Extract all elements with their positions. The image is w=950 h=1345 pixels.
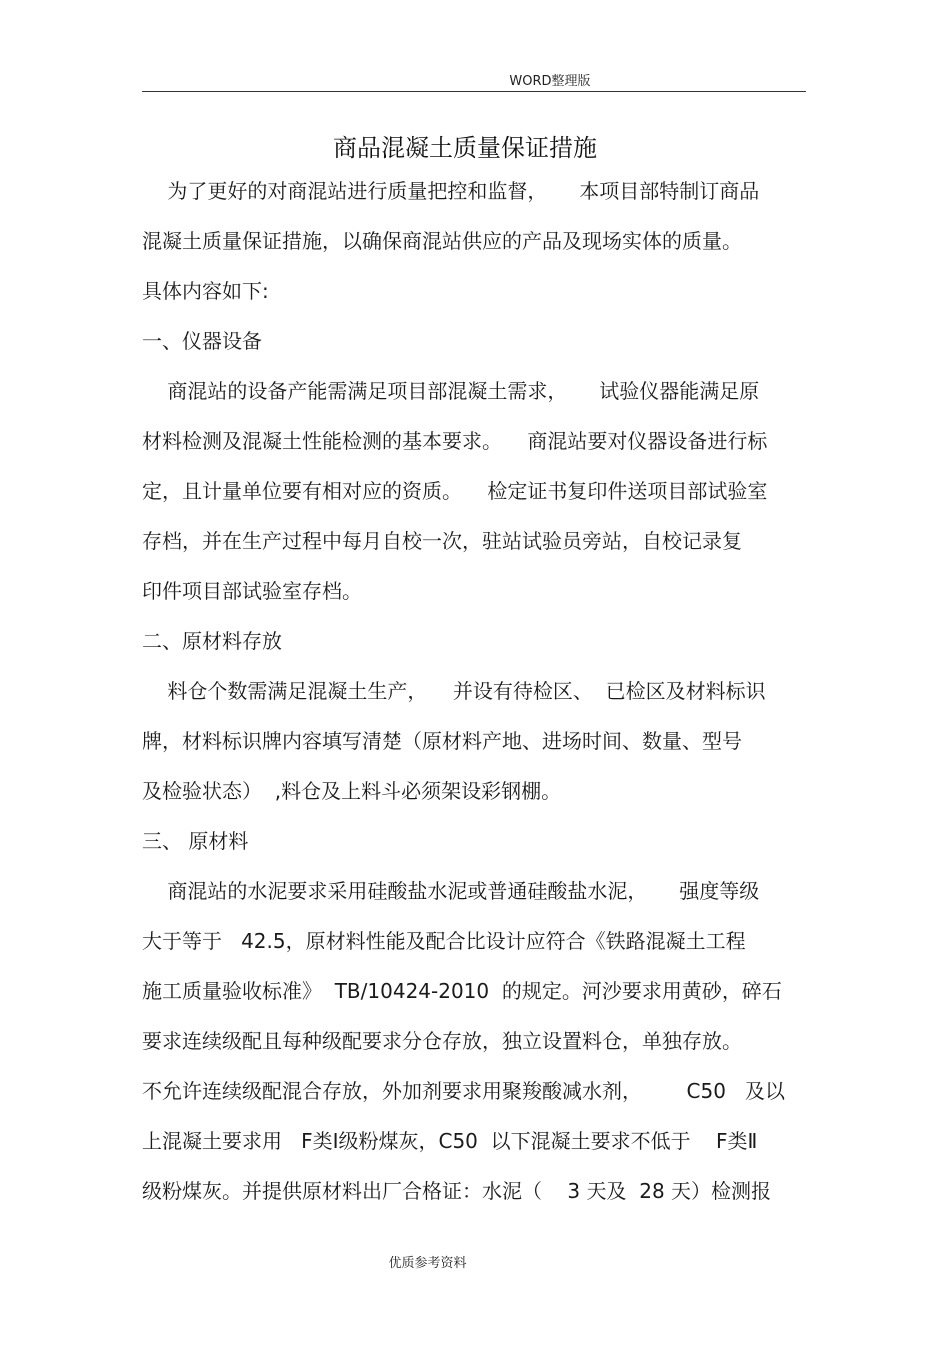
body-line: 印件项目部试验室存档。 xyxy=(142,579,362,603)
page-header: WORD整理版 xyxy=(509,74,591,89)
body-line: 材料检测及混凝土性能检测的基本要求。 商混站要对仪器设备进行标 xyxy=(142,429,768,453)
document-title: 商品混凝土质量保证措施 xyxy=(333,134,597,162)
body-line: 一、仪器设备 xyxy=(142,329,262,353)
body-line: 存档，并在生产过程中每月自校一次，驻站试验员旁站，自校记录复 xyxy=(142,529,742,553)
body-line: 具体内容如下: xyxy=(142,279,269,303)
body-line: 为了更好的对商混站进行质量把控和监督， 本项目部特制订商品 xyxy=(142,179,760,203)
body-line: 及检验状态） ,料仓及上料斗必须架设彩钢棚。 xyxy=(142,779,562,803)
body-line: 商混站的水泥要求采用硅酸盐水泥或普通硅酸盐水泥， 强度等级 xyxy=(142,879,760,903)
body-line: 定，且计量单位要有相对应的资质。 检定证书复印件送项目部试验室 xyxy=(142,479,768,503)
body-line: 要求连续级配且每种级配要求分仓存放，独立设置料仓，单独存放。 xyxy=(142,1029,742,1053)
body-line: 商混站的设备产能需满足项目部混凝土需求， 试验仪器能满足原 xyxy=(142,379,760,403)
body-line: 三、 原材料 xyxy=(142,829,249,853)
header-divider xyxy=(142,91,806,92)
body-line: 料仓个数需满足混凝土生产， 并设有待检区、 已检区及材料标识 xyxy=(142,679,766,703)
body-line: 混凝土质量保证措施，以确保商混站供应的产品及现场实体的质量。 xyxy=(142,229,742,253)
body-line: 级粉煤灰。并提供原材料出厂合格证：水泥（ 3 天及 28 天）检测报 xyxy=(142,1179,772,1203)
body-line: 大于等于 42.5，原材料性能及配合比设计应符合《铁路混凝土工程 xyxy=(142,929,746,953)
body-line: 不允许连续级配混合存放，外加剂要求用聚羧酸减水剂， C50 及以 xyxy=(142,1079,785,1103)
body-line: 上混凝土要求用 F类Ⅰ级粉煤灰，C50 以下混凝土要求不低于 F类Ⅱ xyxy=(142,1129,758,1153)
body-line: 施工质量验收标准》 TB/10424-2010 的规定。河沙要求用黄砂，碎石 xyxy=(142,979,782,1003)
body-line: 二、原材料存放 xyxy=(142,629,282,653)
page-footer: 优质参考资料 xyxy=(388,1256,467,1271)
body-line: 牌，材料标识牌内容填写清楚（原材料产地、进场时间、数量、型号 xyxy=(142,729,742,753)
